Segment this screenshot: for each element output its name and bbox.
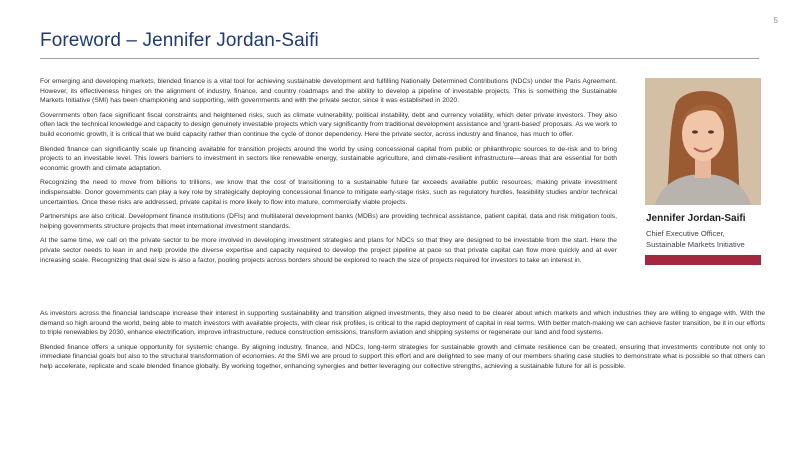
paragraph: As investors across the financial landscape increase their interest in supporting sustainability and transition aligned investments, they also need to be clearer about which markets and which industries they are willing to engage with. With the demand so high around the world, being able to match investors with available projects, with clear risk profiles, is critical to the rapid deployment of capital in real terms. With better match-making we can achieve faster transition, be it in our efforts to triple renewables by 2030, enhance electrification, improve infrastructure, reduce construction emissions, transform aviation and shipping systems or regenerate our land and food systems.: [40, 310, 765, 337]
page-title: Foreword – Jennifer Jordan-Saifi: [40, 30, 319, 51]
paragraph: Governments often face significant fiscal constraints and heightened risks, such as climate vulnerability, political instability, debt and currency volatility, which deter private investors. They also often lack the technical knowledge and capacity to design genuinely investable projects which vary significantly from traditional development assistance and ‘grant-based’ proposals. As we work to build economic growth, it is critical that we build capacity rather than continue the cycle of donor dependency. Here the private sector, across industry and finance, has much to offer.: [40, 111, 617, 138]
page-number: 5: [773, 16, 778, 25]
body-text-top: [40, 77, 617, 270]
body-text-bottom: [40, 309, 765, 377]
paragraph: Blended finance can significantly scale up financing available for transition projects around the world by using concessional capital from public or philanthropic sources to de-risk and to bring projects to an investable level. This lowers barriers to investment in sectors like renewable energy, sustainable agriculture, and climate-resilient infrastructure—areas that are essential for both economic growth and climate adaptation.: [40, 145, 617, 172]
role-line-title: Chief Executive Officer,: [646, 229, 725, 238]
paragraph: For emerging and developing markets, blended finance is a vital tool for achieving sustainable development and fulfilling Nationally Determined Contributions (NDCs) under the Paris Agreement. However, its effectiveness hinges on the alignment of industry, finance, and country roadmaps and the ability to develop a pipeline of investable projects. This is something the Sustainable Markets Initiative (SMI) has been championing and supporting, with governments and with the private sector, since it was established in 2020.: [40, 78, 617, 105]
paragraph: At the same time, we call on the private sector to be more involved in developing investment strategies and plans for NDCs so that they are designed to be investable from the start. Here the private sector needs to lean in and help provide the diverse expertise and capacity required to develop the project pipeline at pace so that private capital can flow more quickly and at ever increasing scale. Recognizing that deal size is also a factor, pooling projects across borders should be explored to reach the size of projects required for investors to take an interest in.: [40, 237, 617, 264]
accent-bar: [645, 255, 761, 265]
role-line-org: Sustainable Markets Initiative: [646, 239, 745, 249]
title-divider: [40, 58, 759, 59]
paragraph: Blended finance offers a unique opportunity for systemic change. By aligning industry, finance, and NDCs, long-term strategies for sustainable growth and climate resilience can be created, ensuring that investments contribute not only to immediate financial goals but also to the structural transformation of economies. At the SMI we are proud to support this effort and are delighted to see many of our members sharing case studies to demonstrate what is possible so that others can help accelerate, replicate and scale blended finance globally. By working together, enhancing synergies and better leveraging our collective strengths, achieving a sustainable future for all is possible.: [40, 343, 765, 370]
paragraph: Partnerships are also critical. Development finance institutions (DFIs) and multilateral development banks (MDBs) are providing technical assistance, patient capital, data and risk mitigation tools, helping governments structure projects that meet international investment standards.: [40, 213, 617, 230]
portrait-illustration: [645, 78, 761, 205]
person-name: Jennifer Jordan-Saifi: [646, 213, 746, 224]
portrait-photo: [645, 78, 761, 205]
person-role: [646, 229, 745, 250]
paragraph: Recognizing the need to move from billions to trillions, we know that the cost of transitioning to a sustainable future far exceeds available public resources, making private investment indispensable. Donor governments can play a key role by strategically deploying concessional finance to mitigate early-stage risks, such as regulatory hurdles, feasibility studies and/or technical uncertainties. Once these risks are addressed, private capital is more likely to flow into mature, commercially viable projects.: [40, 179, 617, 206]
